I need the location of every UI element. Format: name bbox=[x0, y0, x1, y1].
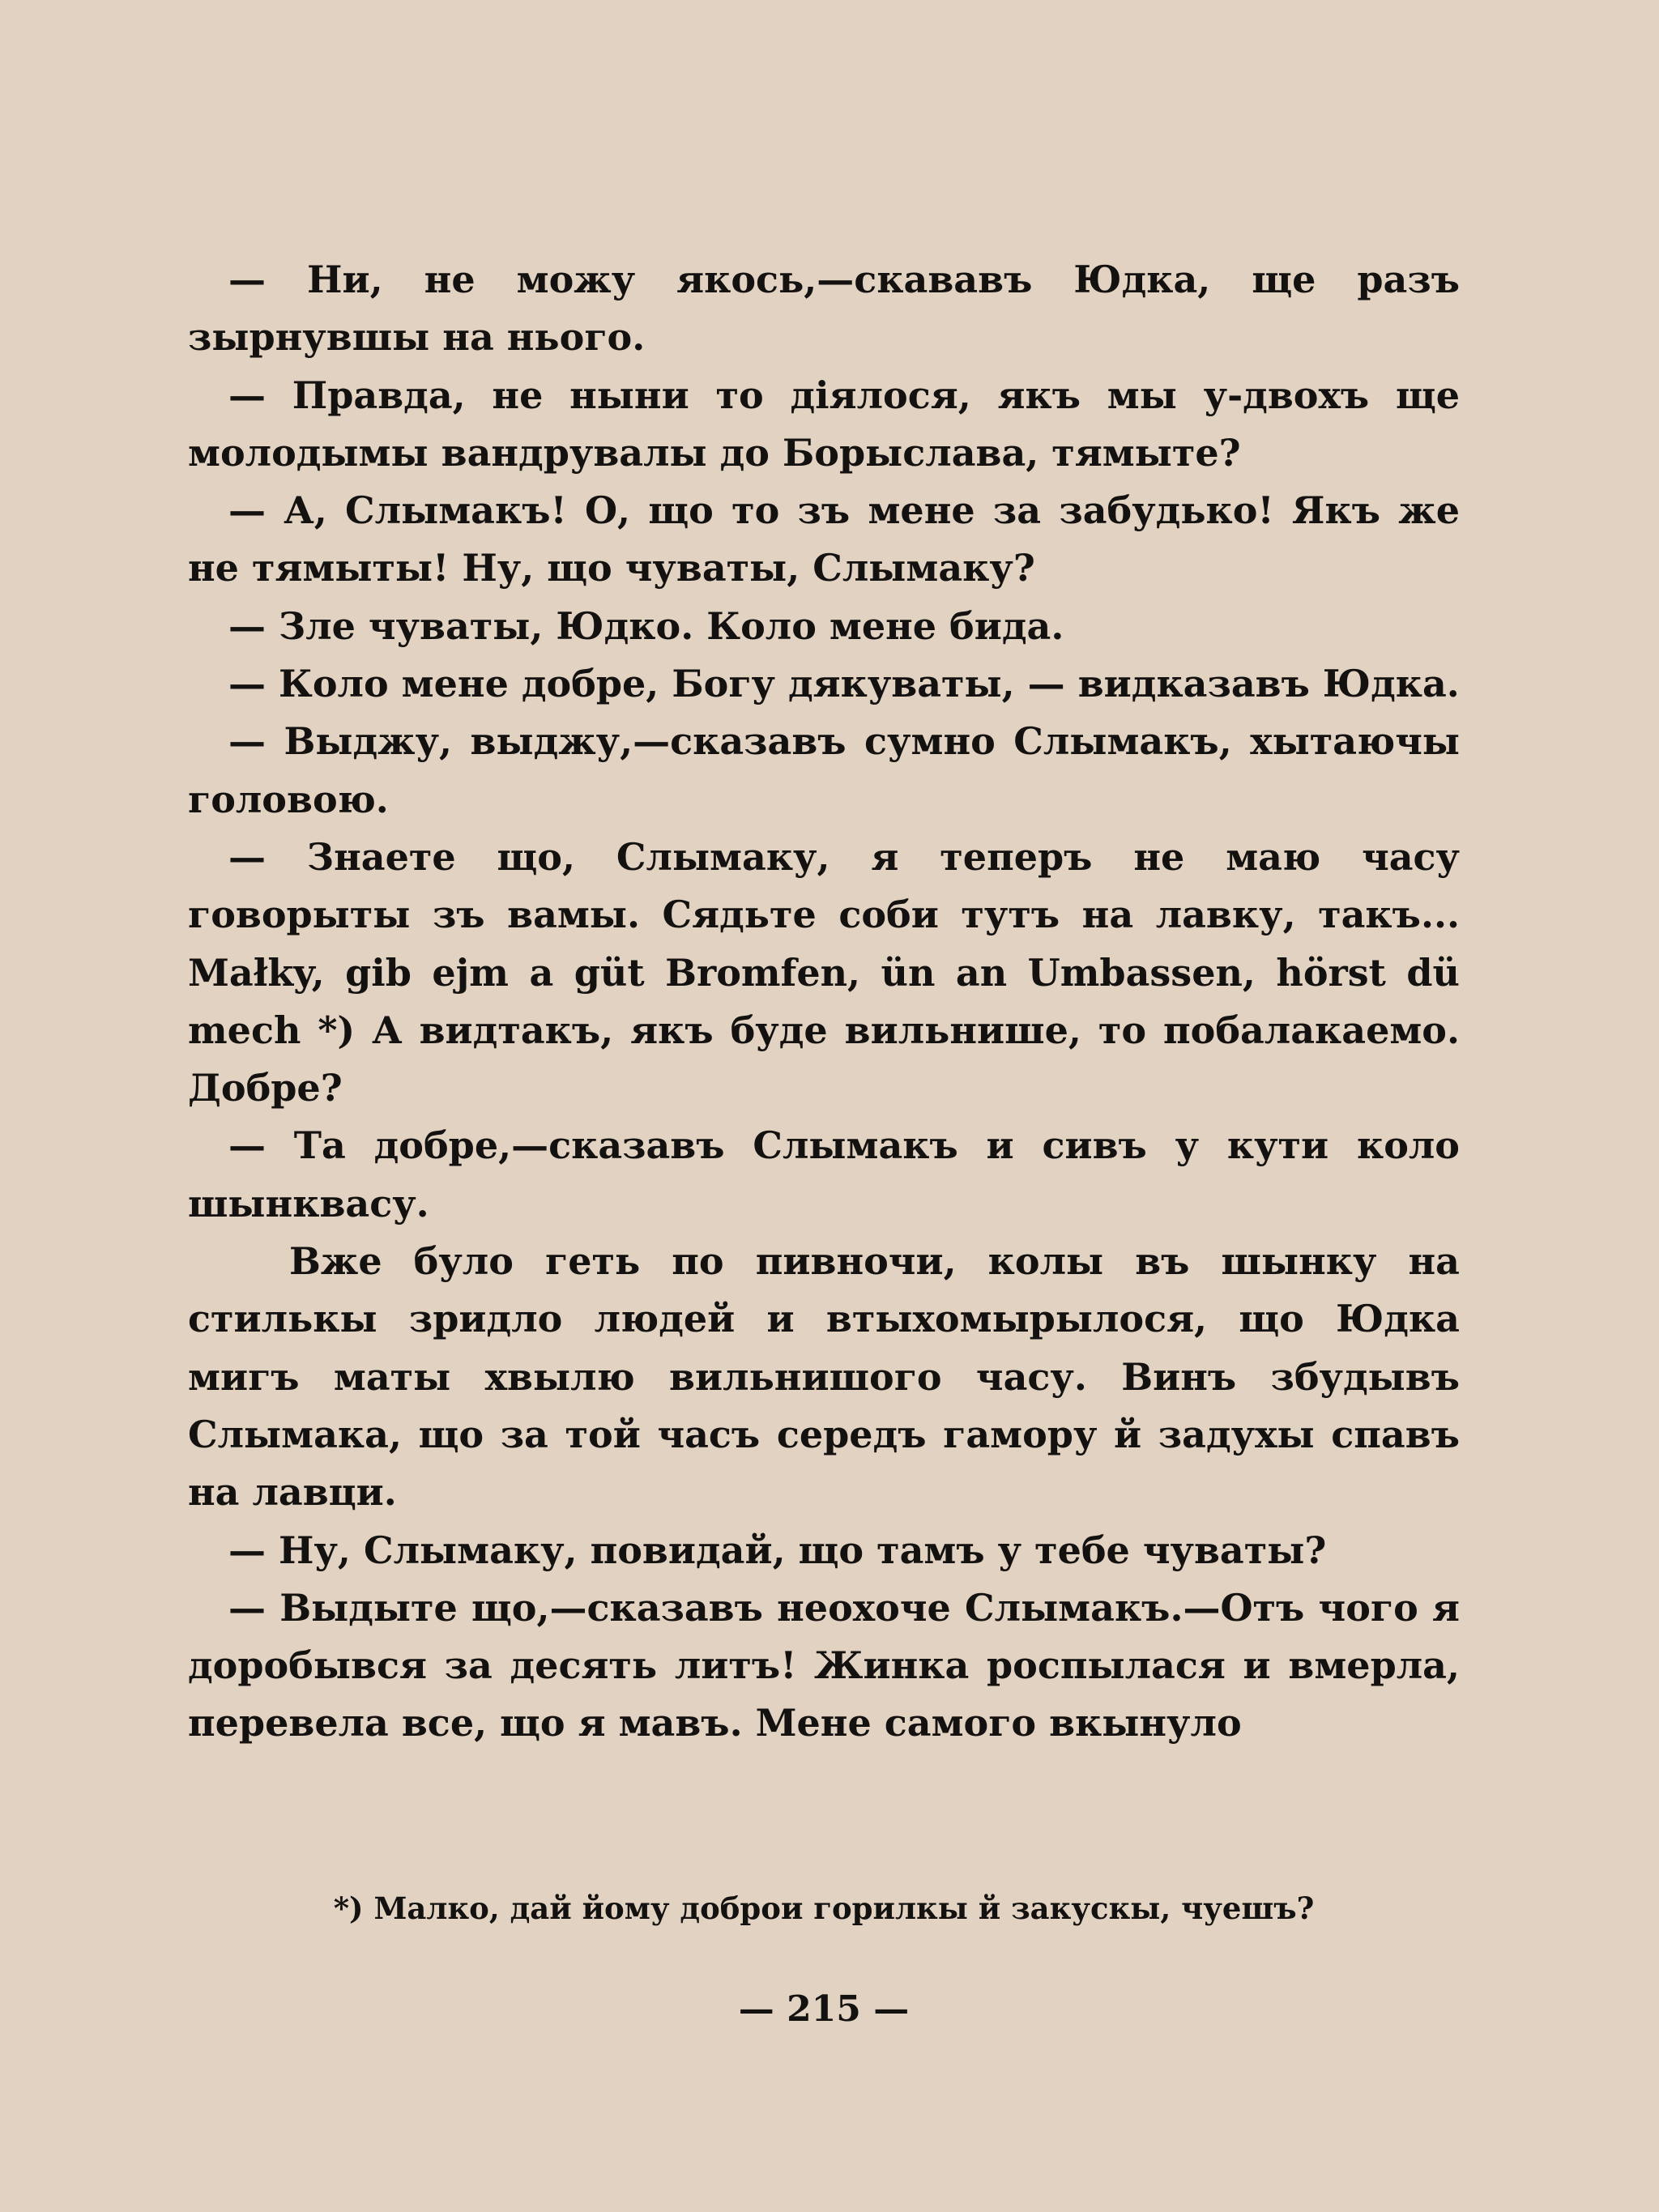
paragraph: — Ну, Слымаку, повидай, що тамъ у тебе чуваты? bbox=[228, 1528, 1327, 1572]
paragraph: Вже було геть по пивночи, колы въ шынку на стилькы зридло людей и втыхомырылося, що Юдка мигъ маты хвылю вильнишого часу. Винъ збудывъ Слымака, що за той часъ середъ гамору й задухы спавъ на лавци. bbox=[188, 1239, 1460, 1515]
paragraph: — Коло мене добре, Богу дякуваты, — видказавъ Юдка. bbox=[228, 662, 1460, 706]
paragraph: — Ни, не можу якось,—скававъ Юдка, ще разъ зырнувшы на нього. bbox=[188, 258, 1460, 360]
paragraph: — Та добре,—сказавъ Слымакъ и сивъ у кути коло шынквасу. bbox=[188, 1123, 1460, 1225]
paragraph: — Правда, не ныни то дiялося, якъ мы у-двохъ ще молодымы вандрувалы до Борыслава, тямыте? bbox=[188, 373, 1460, 475]
paragraph: — Зле чуваты, Юдко. Коло мене бида. bbox=[228, 603, 1064, 648]
footnote: *) Малко, дай йому доброи горилкы й закускы, чуешъ? bbox=[333, 1890, 1315, 1926]
page-number: — 215 — bbox=[738, 1988, 910, 2030]
body-text bbox=[188, 251, 1460, 1753]
paragraph: — Выдыте що,—сказавъ неохоче Слымакъ.—Отъ чого я доробывся за десять литъ! Жинка роспылася и вмерла, перевела все, що я мавъ. Мене самого вкынуло bbox=[188, 1585, 1460, 1745]
paragraph: — Выджу, выджу,—сказавъ сумно Слымакъ, хытаючы головою. bbox=[188, 719, 1460, 821]
paragraph: — А, Слымакъ! О, що то зъ мене за забудько! Якъ же не тямыты! Ну, що чуваты, Слымаку? bbox=[188, 488, 1460, 590]
paragraph: — Знаете що, Слымаку, я теперъ не маю часу говорыты зъ вамы. Сядьте соби тутъ на лавку, такъ... Małky, gib ejm a güt Bromfen, ün an Umbassen, hörst dü mech *) А видтакъ, якъ буде вильнише, то побалакаемо. Добре? bbox=[188, 834, 1460, 1110]
